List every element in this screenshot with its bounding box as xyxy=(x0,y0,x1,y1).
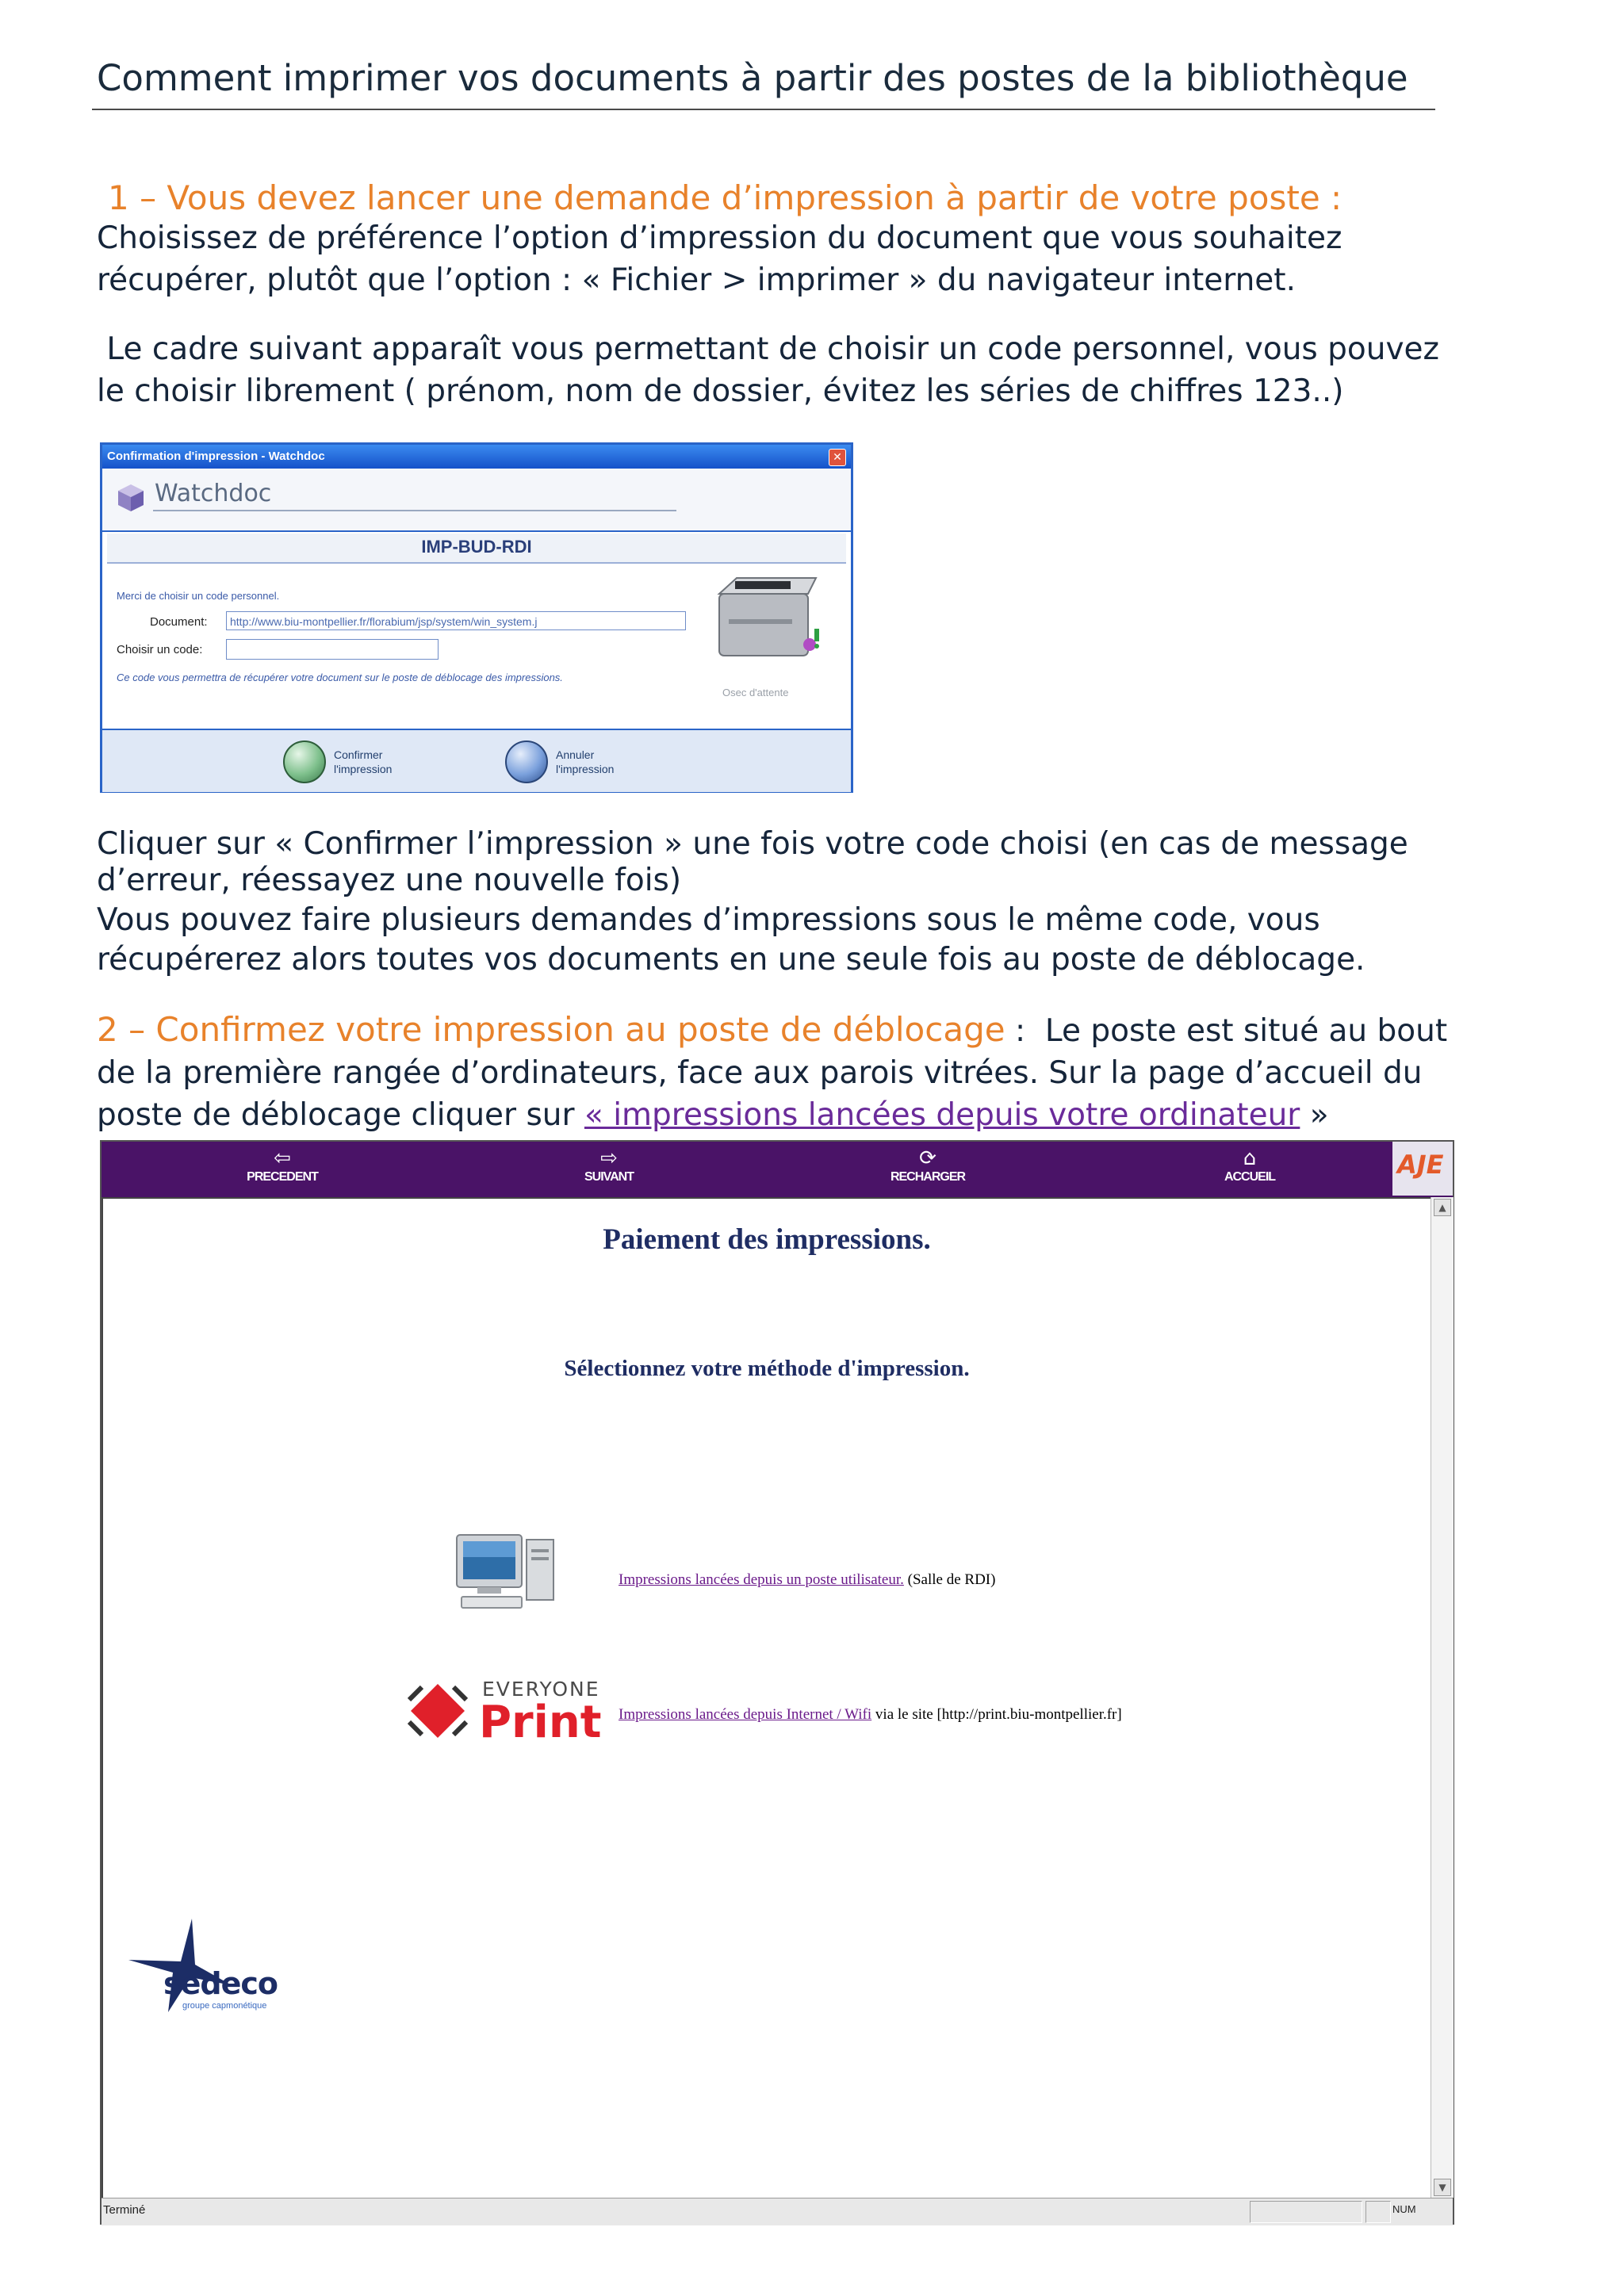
option-internet-print xyxy=(619,1706,1122,1724)
confirm-label: Confirmer l'impression xyxy=(334,748,393,775)
text-line: récupérerez alors toutes vos documents en une seule fois au poste de déblocage. xyxy=(97,942,1365,978)
text-line: récupérer, plutôt que l’option : « Fichier > imprimer » du navigateur internet. xyxy=(97,262,1296,298)
local-print-link[interactable]: Impressions lancées depuis un poste utilisateur. xyxy=(619,1571,904,1588)
cancel-label: Annuler l'impression xyxy=(556,748,615,775)
text-span: : Le poste est situé au bout xyxy=(1005,1013,1448,1049)
home-button[interactable] xyxy=(1202,1146,1297,1194)
sedeco-tagline: groupe capmonétique xyxy=(182,2001,267,2011)
dialog-header xyxy=(102,469,851,532)
kiosk-toolbar xyxy=(102,1142,1453,1197)
option-local-print xyxy=(619,1571,995,1589)
text-line: le choisir librement ( prénom, nom de dossier, évitez les séries de chiffres 123..) xyxy=(97,373,1344,409)
text-span: poste de déblocage cliquer sur xyxy=(97,1097,584,1133)
instruction-text: Merci de choisir un code personnel. xyxy=(117,590,280,602)
dialog-footer xyxy=(102,729,851,792)
section1-heading: 1 – Vous devez lancer une demande d’impression à partir de votre poste : xyxy=(108,178,1342,217)
kiosk-logo xyxy=(1392,1142,1453,1196)
status-cell xyxy=(1250,2201,1362,2223)
status-text: Terminé xyxy=(103,2203,146,2217)
page-title: Comment imprimer vos documents à partir des postes de la bibliothèque xyxy=(97,57,1408,99)
logo-underline xyxy=(153,510,676,511)
reload-icon: ⟳ xyxy=(919,1146,936,1170)
kiosk-content xyxy=(102,1197,1431,2198)
queue-bar xyxy=(107,534,846,564)
confirm-icon xyxy=(283,740,326,783)
arrow-left-icon: ⇦ xyxy=(274,1146,291,1170)
watchdoc-logo-icon xyxy=(115,481,147,513)
scroll-down-icon[interactable]: ▼ xyxy=(1434,2179,1451,2196)
scroll-up-icon[interactable]: ▲ xyxy=(1434,1199,1451,1216)
text-line: d’erreur, réessayez une nouvelle fois) xyxy=(97,863,682,898)
previous-label: PRECEDENT xyxy=(247,1170,318,1184)
section2-paragraph xyxy=(97,1008,1447,1136)
text-span: » xyxy=(1300,1097,1329,1133)
reload-label: RECHARGER xyxy=(890,1170,966,1184)
section1-paragraph3 xyxy=(97,826,1408,978)
reload-button[interactable] xyxy=(880,1146,975,1194)
home-label: ACCUEIL xyxy=(1224,1170,1276,1184)
document-field[interactable]: http://www.biu-montpellier.fr/florabium/jsp/system/win_system.j xyxy=(226,611,686,630)
everyone-print-top: EVERYONE xyxy=(482,1678,600,1701)
code-input[interactable] xyxy=(226,639,439,660)
everyone-print-bottom: Print xyxy=(479,1697,602,1748)
document-label: Document: xyxy=(150,615,208,629)
payment-title: Paiement des impressions. xyxy=(603,1223,931,1256)
hint-text: Ce code vous permettra de récupérer votre document sur le poste de déblocage des impressions. xyxy=(117,672,563,683)
text-line: Choisissez de préférence l’option d’impression du document que vous souhaitez xyxy=(97,220,1342,256)
dialog-titlebar: Confirmation d'impression - Watchdoc xyxy=(102,445,851,469)
title-divider xyxy=(92,109,1435,110)
next-button[interactable] xyxy=(561,1146,657,1194)
watchdoc-logo-text: Watchdoc xyxy=(155,480,272,507)
status-num: NUM xyxy=(1392,2203,1416,2215)
kiosk-browser xyxy=(100,1140,1454,2225)
previous-button[interactable] xyxy=(235,1146,330,1194)
text-line: de la première rangée d’ordinateurs, face aux parois vitrées. Sur la page d’accueil du xyxy=(97,1055,1423,1091)
impressions-link[interactable]: « impressions lancées depuis votre ordinateur xyxy=(584,1097,1300,1133)
sedeco-logo-text: sedeco xyxy=(163,1966,278,2001)
method-subtitle: Sélectionnez votre méthode d'impression. xyxy=(564,1356,970,1381)
status-bar xyxy=(102,2198,1453,2225)
printer-caption: Osec d'attente xyxy=(722,687,789,698)
queue-name: IMP-BUD-RDI xyxy=(421,537,532,557)
section1-paragraph1 xyxy=(97,217,1342,301)
home-icon: ⌂ xyxy=(1243,1146,1257,1170)
internet-print-suffix: via le site [http://print.biu-montpellier.fr] xyxy=(871,1706,1122,1723)
cancel-icon xyxy=(505,740,548,783)
local-print-suffix: (Salle de RDI) xyxy=(903,1571,996,1588)
text-line: Cliquer sur « Confirmer l’impression » une fois votre code choisi (en cas de message xyxy=(97,826,1408,862)
printer-icon xyxy=(713,572,824,667)
internet-print-link[interactable]: Impressions lancées depuis Internet / Wifi xyxy=(619,1706,872,1723)
status-cell xyxy=(1365,2201,1391,2223)
watchdoc-dialog xyxy=(100,442,853,793)
cancel-print-button[interactable] xyxy=(505,740,643,784)
confirm-print-button[interactable] xyxy=(283,740,421,784)
text-line: Le cadre suivant apparaît vous permettant de choisir un code personnel, vous pouvez xyxy=(97,331,1440,367)
section2-heading: 2 – Confirmez votre impression au poste de déblocage xyxy=(97,1010,1005,1049)
code-label: Choisir un code: xyxy=(117,643,203,656)
vertical-scrollbar[interactable] xyxy=(1431,1197,1454,2198)
kiosk-logo-text: AJE xyxy=(1397,1150,1444,1180)
section1-paragraph2 xyxy=(97,328,1439,412)
arrow-right-icon: ⇨ xyxy=(600,1146,618,1170)
close-icon[interactable]: ✕ xyxy=(829,449,846,466)
computer-icon xyxy=(454,1532,560,1614)
text-line: Vous pouvez faire plusieurs demandes d’impressions sous le même code, vous xyxy=(97,902,1320,938)
next-label: SUIVANT xyxy=(584,1170,634,1184)
